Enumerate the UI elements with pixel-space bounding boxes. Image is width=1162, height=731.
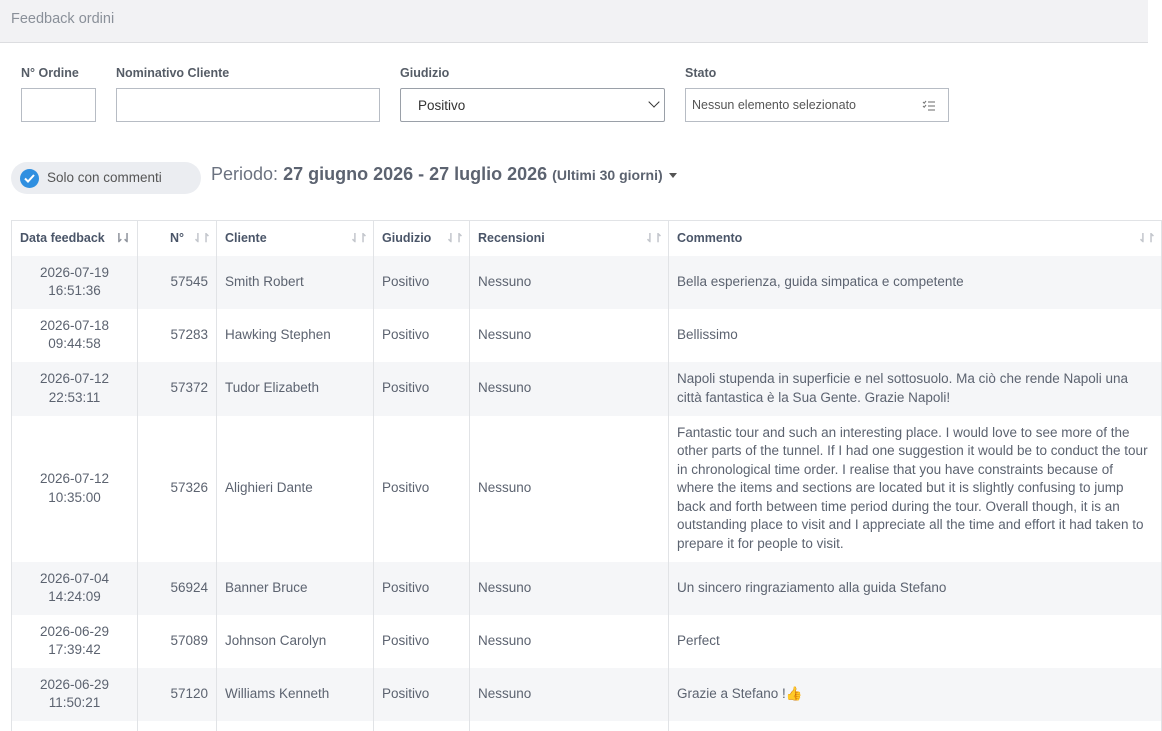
cell-reviews: Nessuno xyxy=(470,362,669,416)
cell-rating: Positivo xyxy=(374,416,470,562)
table-row[interactable] xyxy=(12,256,1162,309)
feedback-table xyxy=(11,220,1162,731)
order-number-input[interactable] xyxy=(21,88,96,122)
check-circle-icon xyxy=(20,169,39,188)
period-prefix: Periodo: xyxy=(211,164,279,184)
cell-reviews: Nessuno xyxy=(470,309,669,362)
cell-date: 2026-07-04 14:24:09 xyxy=(12,562,138,615)
cell-date: 2026-06-29 11:50:21 xyxy=(12,668,138,721)
cell-comment: Bellissimo xyxy=(669,309,1162,362)
comments-only-toggle[interactable] xyxy=(11,162,201,194)
cell-rating: Positivo xyxy=(374,309,470,362)
period-preset: (Ultimi 30 giorni) xyxy=(552,167,663,183)
table-row[interactable] xyxy=(12,668,1162,721)
cell-date: 2026-07-18 09:44:58 xyxy=(12,309,138,362)
cell-comment: Un sincero ringraziamento alla guida Stefano xyxy=(669,562,1162,615)
column-header-rating[interactable]: Giudizio ⇃↾ xyxy=(374,221,470,256)
cell-comment: Grazie a Stefano !👍 xyxy=(669,668,1162,721)
cell-rating: Positivo xyxy=(374,256,470,309)
period-selector[interactable] xyxy=(211,164,677,185)
chevron-down-icon xyxy=(648,96,659,107)
cell-customer: Tudor Elizabeth xyxy=(217,362,374,416)
cell-customer: Hawking Stephen xyxy=(217,309,374,362)
cell-date: 2026-07-19 16:51:36 xyxy=(12,256,138,309)
cell-comment: Perfect xyxy=(669,615,1162,668)
table-row[interactable] xyxy=(12,562,1162,615)
status-label: Stato xyxy=(685,66,717,80)
cell-customer: Williams Kenneth xyxy=(217,668,374,721)
cell-order-number: 57545 xyxy=(138,256,217,309)
status-multiselect[interactable] xyxy=(685,88,949,122)
cell-reviews: Nessuno xyxy=(470,416,669,562)
column-header-comment[interactable]: Commento ⇃↾ xyxy=(669,221,1162,256)
cell-order-number: 57326 xyxy=(138,416,217,562)
table-row xyxy=(12,721,1162,731)
table-row[interactable] xyxy=(12,309,1162,362)
caret-down-icon xyxy=(669,173,677,178)
cell-customer: Smith Robert xyxy=(217,256,374,309)
cell-rating: Positivo xyxy=(374,362,470,416)
cell-customer: Johnson Carolyn xyxy=(217,615,374,668)
rating-select-value: Positivo xyxy=(418,98,466,113)
cell-rating: Positivo xyxy=(374,668,470,721)
cell-rating: Positivo xyxy=(374,562,470,615)
cell-comment: Napoli stupenda in superficie e nel sottosuolo. Ma ciò che rende Napoli una città fantastica è la Sua Gente. Grazie Napoli! xyxy=(669,362,1162,416)
page-header xyxy=(0,0,1148,43)
sort-icon[interactable]: ⇃↾ xyxy=(445,231,462,245)
order-number-label: N° Ordine xyxy=(21,66,79,80)
sort-desc-icon[interactable]: ⇂⇃ xyxy=(113,231,130,245)
page-title: Feedback ordini xyxy=(11,11,115,27)
cell-order-number: 57089 xyxy=(138,615,217,668)
cell-order-number: 57372 xyxy=(138,362,217,416)
comments-only-label: Solo con commenti xyxy=(47,170,162,185)
cell-customer: Alighieri Dante xyxy=(217,416,374,562)
cell-comment: Bella esperienza, guida simpatica e competente xyxy=(669,256,1162,309)
customer-name-label: Nominativo Cliente xyxy=(116,66,230,80)
customer-name-input[interactable] xyxy=(116,88,380,122)
rating-label: Giudizio xyxy=(400,66,450,80)
cell-rating: Positivo xyxy=(374,615,470,668)
cell-reviews: Nessuno xyxy=(470,256,669,309)
column-header-reviews[interactable]: Recensioni ⇃↾ xyxy=(470,221,669,256)
cell-date: 2026-07-12 10:35:00 xyxy=(12,416,138,562)
table-row[interactable] xyxy=(12,362,1162,416)
status-multiselect-value: Nessun elemento selezionato xyxy=(692,98,856,112)
sort-icon[interactable]: ⇃↾ xyxy=(349,231,366,245)
cell-reviews: Nessuno xyxy=(470,562,669,615)
rating-select[interactable] xyxy=(400,88,665,122)
table-row[interactable] xyxy=(12,615,1162,668)
table-row[interactable] xyxy=(12,416,1162,562)
cell-order-number: 56924 xyxy=(138,562,217,615)
cell-comment: Fantastic tour and such an interesting place. I would love to see more of the other parts of the tunnel. If I had one suggestion it would be to conduct the tour in chronological time order. I realise that you have constraints because of where the items and sections are located but it is slightly confusing to jump back and forth between time period during the tour. Overall though, it is an outstanding place to visit and I appreciate all the time and effort it had taken to prepare it for people to visit. xyxy=(669,416,1162,562)
sort-icon[interactable]: ⇃↾ xyxy=(192,231,209,245)
sort-icon[interactable]: ⇃↾ xyxy=(1137,231,1154,245)
sort-icon[interactable]: ⇃↾ xyxy=(644,231,661,245)
cell-reviews: Nessuno xyxy=(470,668,669,721)
cell-customer: Banner Bruce xyxy=(217,562,374,615)
column-header-number[interactable]: N° ⇃↾ xyxy=(138,221,217,256)
cell-date: 2026-07-12 22:53:11 xyxy=(12,362,138,416)
checklist-icon xyxy=(922,100,936,111)
table-header-row xyxy=(12,221,1162,256)
column-header-customer[interactable]: Cliente ⇃↾ xyxy=(217,221,374,256)
cell-order-number: 57120 xyxy=(138,668,217,721)
column-header-date[interactable]: Data feedback ⇂⇃ xyxy=(12,221,138,256)
period-range: 27 giugno 2026 - 27 luglio 2026 xyxy=(283,164,548,184)
cell-reviews: Nessuno xyxy=(470,615,669,668)
cell-date: 2026-06-29 17:39:42 xyxy=(12,615,138,668)
cell-order-number: 57283 xyxy=(138,309,217,362)
